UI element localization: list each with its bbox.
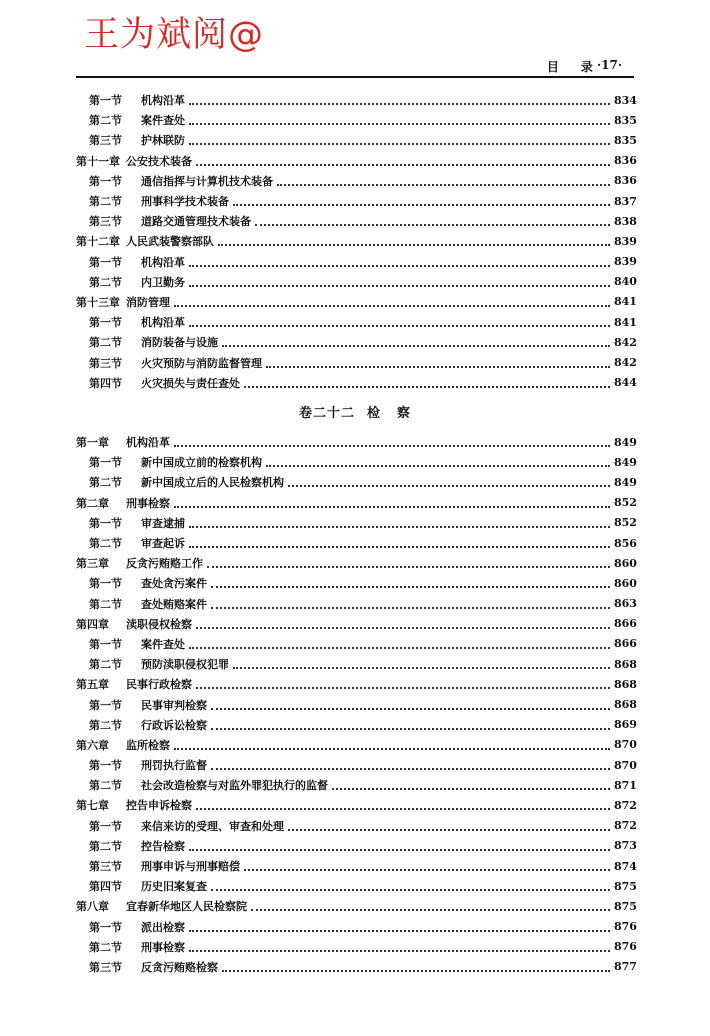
toc-leader-dots xyxy=(174,445,610,447)
toc-page-number: 852 xyxy=(614,496,637,510)
toc-entry-title: 消防管理 xyxy=(126,295,170,309)
toc-entry-title: 审查逮捕 xyxy=(141,516,185,530)
toc-entry-label: 第二节 xyxy=(89,940,122,954)
toc-entry-title: 刑罚执行监督 xyxy=(141,759,207,773)
toc-entry-label: 第一节 xyxy=(89,255,122,269)
toc-page-number: 875 xyxy=(614,879,637,893)
toc-leader-dots xyxy=(211,889,610,891)
toc-page-number: 837 xyxy=(614,194,637,208)
toc-section-row xyxy=(76,373,637,393)
toc-entry-title: 民事审判检察 xyxy=(141,698,207,712)
toc-entry-label: 第七章 xyxy=(76,799,109,813)
toc-entry-label: 第三节 xyxy=(89,134,122,148)
toc-page-number: 871 xyxy=(614,778,637,792)
toc-chapter-row xyxy=(76,896,637,916)
toc-leader-dots xyxy=(196,808,610,810)
toc-entry-label: 第一节 xyxy=(89,637,122,651)
toc-leader-dots xyxy=(211,768,610,770)
toc-entry-title: 派出检察 xyxy=(141,920,185,934)
volume-number: 卷二十二 xyxy=(298,406,355,421)
toc-leader-dots xyxy=(277,184,610,186)
toc-entry-label: 第二节 xyxy=(89,597,122,611)
toc-entry-label: 第一节 xyxy=(89,819,122,833)
toc-entry-title: 行政诉讼检察 xyxy=(141,718,207,732)
toc-leader-dots xyxy=(266,366,610,368)
toc-entry-title: 火灾预防与消防监督管理 xyxy=(141,356,262,370)
toc-page-number: 836 xyxy=(614,174,637,188)
toc-page-number: 852 xyxy=(614,516,637,530)
toc-page-number: 877 xyxy=(614,960,637,974)
watermark-text: 王为斌阅@ xyxy=(84,15,265,55)
toc-entry-label: 第十三章 xyxy=(76,295,120,309)
header-title-b: 录 xyxy=(580,60,593,74)
toc-leader-dots xyxy=(189,930,610,932)
toc-entry-title: 新中国成立前的检察机构 xyxy=(141,456,262,470)
toc-leader-dots xyxy=(211,728,610,730)
toc-entry-title: 控告检察 xyxy=(141,839,185,853)
toc-page-number: 860 xyxy=(614,556,637,570)
toc-page-number: 868 xyxy=(614,677,637,691)
toc-entry-title: 预防渎职侵权犯罪 xyxy=(141,658,229,672)
toc-section-row xyxy=(76,252,637,272)
toc-chapter-row xyxy=(76,493,637,513)
toc-section-row xyxy=(76,573,637,593)
toc-page-number: 860 xyxy=(614,576,637,590)
toc-entry-label: 第二节 xyxy=(89,336,122,350)
toc-page-number: 835 xyxy=(614,133,637,147)
toc-entry-title: 机构沿革 xyxy=(141,94,185,108)
toc-entry-label: 第二章 xyxy=(76,496,109,510)
toc-entry-label: 第二节 xyxy=(89,476,122,490)
toc-section-row xyxy=(76,715,637,735)
toc-entry-label: 第一节 xyxy=(89,698,122,712)
toc-entry-title: 来信来访的受理、审查和处理 xyxy=(141,819,284,833)
toc-leader-dots xyxy=(332,788,610,790)
toc-chapter-row xyxy=(76,674,637,694)
toc-page-number: 866 xyxy=(614,617,637,631)
toc-leader-dots xyxy=(196,687,610,689)
toc-chapter-row xyxy=(76,735,637,755)
toc-chapter-row xyxy=(76,795,637,815)
toc-entry-title: 反贪污贿赂检察 xyxy=(141,960,218,974)
toc-entry-title: 机构沿革 xyxy=(126,436,170,450)
toc-entry-title: 社会改造检察与对监外罪犯执行的监督 xyxy=(141,779,328,793)
toc-bottom-section xyxy=(76,432,637,977)
toc-entry-label: 第二节 xyxy=(89,537,122,551)
toc-page-number: 868 xyxy=(614,657,637,671)
toc-entry-label: 第一节 xyxy=(89,759,122,773)
toc-leader-dots xyxy=(189,103,610,105)
toc-entry-label: 第一节 xyxy=(89,577,122,591)
toc-section-row xyxy=(76,272,637,292)
toc-entry-label: 第三节 xyxy=(89,960,122,974)
toc-entry-label: 第三节 xyxy=(89,215,122,229)
toc-leader-dots xyxy=(233,204,610,206)
toc-section-row xyxy=(76,312,637,332)
toc-entry-label: 第三节 xyxy=(89,860,122,874)
toc-chapter-row xyxy=(76,292,637,312)
volume-word-b: 察 xyxy=(397,406,412,421)
toc-entry-title: 公安技术装备 xyxy=(126,154,192,168)
toc-section-row xyxy=(76,90,637,110)
toc-section-row xyxy=(76,654,637,674)
toc-section-row xyxy=(76,836,637,856)
toc-section-row xyxy=(76,634,637,654)
toc-section-row xyxy=(76,755,637,775)
toc-leader-dots xyxy=(211,607,610,609)
toc-entry-title: 内卫勤务 xyxy=(141,275,185,289)
toc-entry-label: 第一节 xyxy=(89,316,122,330)
toc-page-number: 849 xyxy=(614,455,637,469)
toc-section-row xyxy=(76,917,637,937)
toc-page-number: 876 xyxy=(614,940,637,954)
toc-entry-title: 监所检察 xyxy=(126,738,170,752)
toc-entry-title: 通信指挥与计算机技术装备 xyxy=(141,174,273,188)
toc-page-number: 841 xyxy=(614,295,637,309)
toc-leader-dots xyxy=(189,285,610,287)
toc-entry-title: 审查起诉 xyxy=(141,537,185,551)
toc-section-row xyxy=(76,332,637,352)
toc-entry-label: 第二节 xyxy=(89,718,122,732)
toc-page-number: 841 xyxy=(614,315,637,329)
toc-section-row xyxy=(76,211,637,231)
toc-leader-dots xyxy=(189,526,610,528)
toc-leader-dots xyxy=(288,485,610,487)
toc-entry-label: 第五章 xyxy=(76,678,109,692)
toc-page-number: 834 xyxy=(614,93,637,107)
toc-page-number: 870 xyxy=(614,738,637,752)
toc-page-number: 872 xyxy=(614,819,637,833)
toc-leader-dots xyxy=(196,164,610,166)
toc-section-row xyxy=(76,191,637,211)
toc-page-number: 869 xyxy=(614,718,637,732)
toc-leader-dots xyxy=(251,909,610,911)
toc-leader-dots xyxy=(211,708,610,710)
toc-page-number: 863 xyxy=(614,597,637,611)
toc-section-row xyxy=(76,533,637,553)
toc-section-row xyxy=(76,775,637,795)
toc-section-row xyxy=(76,856,637,876)
toc-page-number: 835 xyxy=(614,113,637,127)
toc-page-number: 839 xyxy=(614,255,637,269)
toc-entry-title: 查处贪污案件 xyxy=(141,577,207,591)
toc-entry-label: 第二节 xyxy=(89,658,122,672)
toc-leader-dots xyxy=(189,647,610,649)
toc-page-number: 868 xyxy=(614,698,637,712)
toc-entry-label: 第一节 xyxy=(89,174,122,188)
toc-entry-title: 火灾损失与责任查处 xyxy=(141,376,240,390)
toc-section-row xyxy=(76,957,637,977)
toc-entry-label: 第一节 xyxy=(89,516,122,530)
toc-entry-title: 护林联防 xyxy=(141,134,185,148)
toc-page-number: 876 xyxy=(614,920,637,934)
header-page-number: ·17· xyxy=(596,58,622,72)
toc-section-row xyxy=(76,513,637,533)
toc-leader-dots xyxy=(288,829,610,831)
toc-section-row xyxy=(76,130,637,150)
toc-entry-label: 第四节 xyxy=(89,376,122,390)
toc-page-number: 839 xyxy=(614,234,637,248)
toc-entry-label: 第二节 xyxy=(89,779,122,793)
toc-section-row xyxy=(76,594,637,614)
toc-page-number: 875 xyxy=(614,899,637,913)
toc-chapter-row xyxy=(76,614,637,634)
toc-page-number: 866 xyxy=(614,637,637,651)
toc-entry-label: 第十二章 xyxy=(76,235,120,249)
toc-entry-label: 第一节 xyxy=(89,456,122,470)
volume-word-a: 检 xyxy=(366,406,381,421)
toc-leader-dots xyxy=(207,566,610,568)
toc-section-row xyxy=(76,816,637,836)
toc-entry-title: 宜春新华地区人民检察院 xyxy=(126,900,247,914)
toc-entry-title: 刑事申诉与刑事赔偿 xyxy=(141,860,240,874)
volume-heading xyxy=(76,402,634,421)
running-head xyxy=(547,58,622,75)
toc-leader-dots xyxy=(174,506,610,508)
toc-leader-dots xyxy=(189,950,610,952)
toc-entry-title: 查处贿赂案件 xyxy=(141,597,207,611)
toc-entry-label: 第一章 xyxy=(76,436,109,450)
toc-entry-title: 机构沿革 xyxy=(141,316,185,330)
toc-section-row xyxy=(76,171,637,191)
toc-page-number: 856 xyxy=(614,536,637,550)
toc-page-number: 870 xyxy=(614,758,637,772)
toc-leader-dots xyxy=(266,465,610,467)
toc-leader-dots xyxy=(222,970,610,972)
toc-entry-title: 渎职侵权检察 xyxy=(126,617,192,631)
toc-section-row xyxy=(76,876,637,896)
toc-entry-title: 刑事检察 xyxy=(141,940,185,954)
toc-section-row xyxy=(76,110,637,130)
toc-entry-label: 第二节 xyxy=(89,195,122,209)
toc-entry-title: 案件查处 xyxy=(141,637,185,651)
toc-section-row xyxy=(76,352,637,372)
toc-top-section xyxy=(76,90,637,393)
toc-leader-dots xyxy=(196,627,610,629)
toc-entry-label: 第二节 xyxy=(89,275,122,289)
toc-entry-title: 案件查处 xyxy=(141,114,185,128)
toc-entry-label: 第二节 xyxy=(89,114,122,128)
toc-entry-label: 第四节 xyxy=(89,880,122,894)
toc-page-number: 849 xyxy=(614,475,637,489)
toc-leader-dots xyxy=(189,123,610,125)
header-title-a: 目 xyxy=(546,60,559,74)
toc-leader-dots xyxy=(244,386,610,388)
toc-entry-label: 第二节 xyxy=(89,839,122,853)
toc-section-row xyxy=(76,452,637,472)
toc-entry-title: 反贪污贿赂工作 xyxy=(126,557,203,571)
toc-page-number: 874 xyxy=(614,859,637,873)
toc-entry-title: 刑事科学技术装备 xyxy=(141,195,229,209)
toc-leader-dots xyxy=(189,546,610,548)
toc-entry-title: 消防装备与设施 xyxy=(141,336,218,350)
toc-entry-title: 道路交通管理技术装备 xyxy=(141,215,251,229)
toc-page-number: 849 xyxy=(614,435,637,449)
toc-page-number: 836 xyxy=(614,154,637,168)
toc-entry-title: 控告申诉检察 xyxy=(126,799,192,813)
toc-section-row xyxy=(76,937,637,957)
toc-leader-dots xyxy=(174,748,610,750)
toc-chapter-row xyxy=(76,231,637,251)
toc-page-number: 840 xyxy=(614,275,637,289)
toc-leader-dots xyxy=(189,143,610,145)
toc-entry-label: 第八章 xyxy=(76,900,109,914)
toc-entry-title: 机构沿革 xyxy=(141,255,185,269)
toc-entry-title: 人民武装警察部队 xyxy=(126,235,214,249)
toc-chapter-row xyxy=(76,553,637,573)
toc-entry-label: 第六章 xyxy=(76,738,109,752)
toc-entry-label: 第三节 xyxy=(89,356,122,370)
toc-page-number: 838 xyxy=(614,214,637,228)
toc-page-number: 872 xyxy=(614,798,637,812)
header-rule xyxy=(76,76,634,78)
toc-leader-dots xyxy=(174,305,610,307)
toc-entry-label: 第三章 xyxy=(76,557,109,571)
toc-entry-label: 第十一章 xyxy=(76,154,120,168)
toc-leader-dots xyxy=(189,849,610,851)
toc-leader-dots xyxy=(189,265,610,267)
toc-entry-title: 历史旧案复查 xyxy=(141,880,207,894)
toc-section-row xyxy=(76,472,637,492)
toc-leader-dots xyxy=(255,224,610,226)
toc-leader-dots xyxy=(222,345,610,347)
toc-leader-dots xyxy=(244,869,610,871)
toc-entry-label: 第四章 xyxy=(76,617,109,631)
toc-chapter-row xyxy=(76,432,637,452)
toc-chapter-row xyxy=(76,151,637,171)
toc-leader-dots xyxy=(189,325,610,327)
toc-leader-dots xyxy=(218,244,610,246)
toc-entry-title: 新中国成立后的人民检察机构 xyxy=(141,476,284,490)
toc-leader-dots xyxy=(211,586,610,588)
toc-page-number: 842 xyxy=(614,356,637,370)
toc-entry-title: 刑事检察 xyxy=(126,496,170,510)
toc-leader-dots xyxy=(233,667,610,669)
toc-entry-label: 第一节 xyxy=(89,94,122,108)
toc-page-number: 844 xyxy=(614,376,637,390)
toc-page-number: 842 xyxy=(614,335,637,349)
toc-entry-title: 民事行政检察 xyxy=(126,678,192,692)
toc-entry-label: 第一节 xyxy=(89,920,122,934)
toc-section-row xyxy=(76,694,637,714)
toc-page-number: 873 xyxy=(614,839,637,853)
